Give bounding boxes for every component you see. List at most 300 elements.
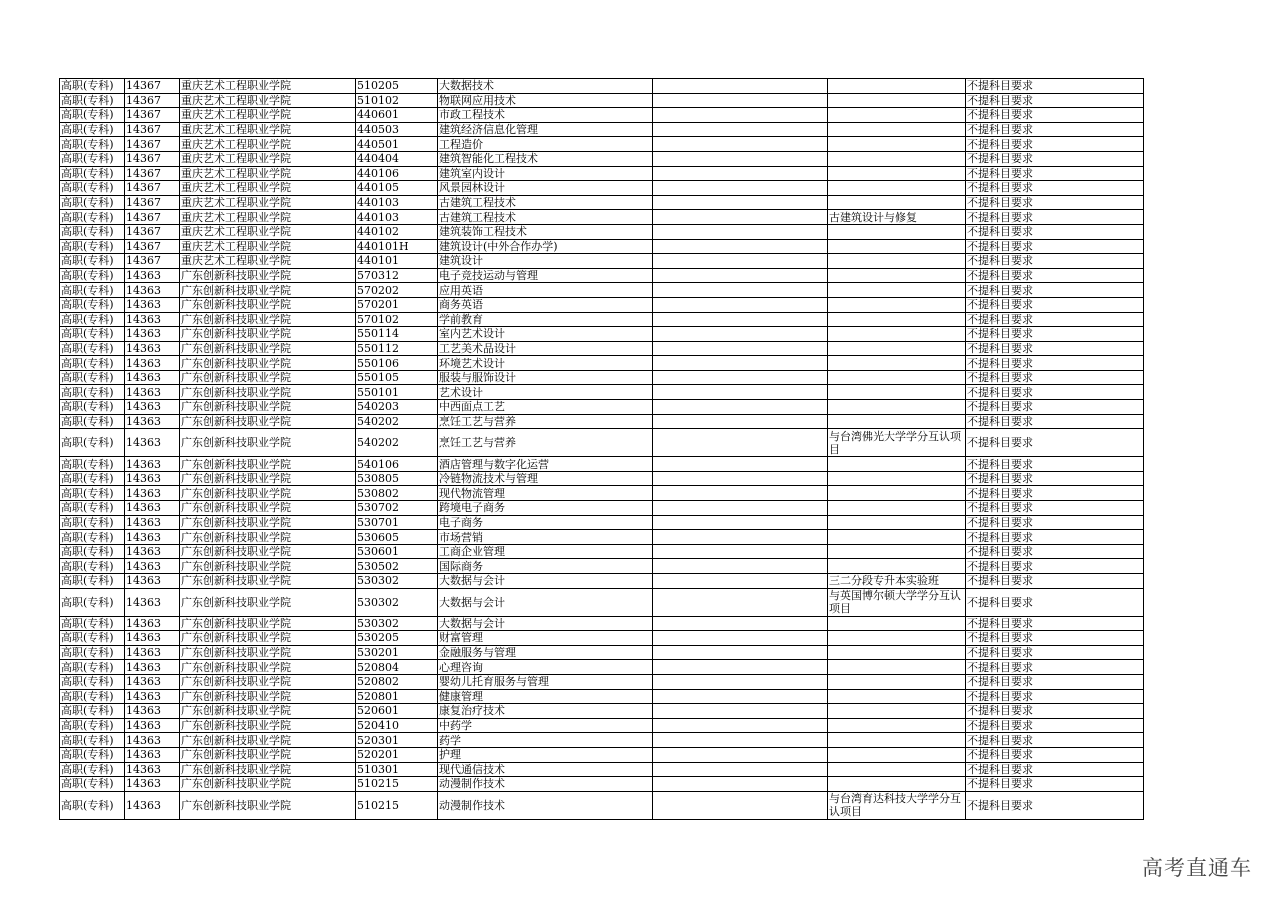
table-row xyxy=(60,414,1144,429)
note-cell xyxy=(653,414,828,429)
major-name-cell: 康复治疗技术 xyxy=(438,704,653,719)
major-code-cell: 520201 xyxy=(356,747,438,762)
school-code-cell: 14367 xyxy=(125,93,180,108)
subject-requirement-cell: 不提科目要求 xyxy=(966,762,1144,777)
school-name-cell: 广东创新科技职业学院 xyxy=(180,457,356,472)
school-name-cell: 广东创新科技职业学院 xyxy=(180,327,356,342)
school-name-cell: 广东创新科技职业学院 xyxy=(180,733,356,748)
note-cell xyxy=(653,93,828,108)
note-cell xyxy=(653,137,828,152)
major-name-cell: 工商企业管理 xyxy=(438,544,653,559)
level-cell: 高职(专科) xyxy=(60,210,125,225)
school-code-cell: 14367 xyxy=(125,210,180,225)
remark-cell: 与台湾育达科技大学学分互认项目 xyxy=(828,791,966,819)
level-cell: 高职(专科) xyxy=(60,762,125,777)
major-code-cell: 520301 xyxy=(356,733,438,748)
major-name-cell: 心理咨询 xyxy=(438,660,653,675)
note-cell xyxy=(653,297,828,312)
remark-cell xyxy=(828,471,966,486)
school-name-cell: 广东创新科技职业学院 xyxy=(180,471,356,486)
school-code-cell: 14367 xyxy=(125,122,180,137)
major-code-cell: 530702 xyxy=(356,501,438,516)
table-row xyxy=(60,122,1144,137)
major-code-cell: 440103 xyxy=(356,195,438,210)
level-cell: 高职(专科) xyxy=(60,283,125,298)
subject-requirement-cell: 不提科目要求 xyxy=(966,341,1144,356)
note-cell xyxy=(653,747,828,762)
remark-cell xyxy=(828,297,966,312)
major-name-cell: 金融服务与管理 xyxy=(438,645,653,660)
subject-requirement-cell: 不提科目要求 xyxy=(966,674,1144,689)
subject-requirement-cell: 不提科目要求 xyxy=(966,645,1144,660)
remark-cell xyxy=(828,195,966,210)
school-code-cell: 14367 xyxy=(125,137,180,152)
table-row xyxy=(60,515,1144,530)
major-code-cell: 530701 xyxy=(356,515,438,530)
school-name-cell: 广东创新科技职业学院 xyxy=(180,268,356,283)
level-cell: 高职(专科) xyxy=(60,429,125,457)
remark-cell xyxy=(828,356,966,371)
table-row xyxy=(60,283,1144,298)
major-name-cell: 大数据与会计 xyxy=(438,574,653,589)
school-name-cell: 广东创新科技职业学院 xyxy=(180,718,356,733)
note-cell xyxy=(653,457,828,472)
school-name-cell: 广东创新科技职业学院 xyxy=(180,385,356,400)
table-row xyxy=(60,588,1144,616)
major-name-cell: 工艺美术品设计 xyxy=(438,341,653,356)
subject-requirement-cell: 不提科目要求 xyxy=(966,588,1144,616)
remark-cell xyxy=(828,239,966,254)
major-name-cell: 电子竞技运动与管理 xyxy=(438,268,653,283)
remark-cell xyxy=(828,544,966,559)
table-row xyxy=(60,457,1144,472)
major-code-cell: 530805 xyxy=(356,471,438,486)
note-cell xyxy=(653,312,828,327)
school-name-cell: 广东创新科技职业学院 xyxy=(180,762,356,777)
note-cell xyxy=(653,268,828,283)
major-name-cell: 建筑设计(中外合作办学) xyxy=(438,239,653,254)
level-cell: 高职(专科) xyxy=(60,356,125,371)
school-name-cell: 广东创新科技职业学院 xyxy=(180,559,356,574)
major-code-cell: 550106 xyxy=(356,356,438,371)
table-row xyxy=(60,341,1144,356)
remark-cell xyxy=(828,457,966,472)
school-code-cell: 14363 xyxy=(125,356,180,371)
note-cell xyxy=(653,181,828,196)
major-code-cell: 530302 xyxy=(356,574,438,589)
level-cell: 高职(专科) xyxy=(60,224,125,239)
table-row xyxy=(60,151,1144,166)
school-code-cell: 14363 xyxy=(125,631,180,646)
major-name-cell: 酒店管理与数字化运营 xyxy=(438,457,653,472)
major-name-cell: 古建筑工程技术 xyxy=(438,195,653,210)
level-cell: 高职(专科) xyxy=(60,689,125,704)
school-name-cell: 广东创新科技职业学院 xyxy=(180,544,356,559)
remark-cell xyxy=(828,733,966,748)
subject-requirement-cell: 不提科目要求 xyxy=(966,151,1144,166)
major-code-cell: 520410 xyxy=(356,718,438,733)
school-name-cell: 重庆艺术工程职业学院 xyxy=(180,79,356,94)
note-cell xyxy=(653,689,828,704)
major-code-cell: 530605 xyxy=(356,530,438,545)
major-code-cell: 510205 xyxy=(356,79,438,94)
remark-cell xyxy=(828,747,966,762)
remark-cell xyxy=(828,341,966,356)
level-cell: 高职(专科) xyxy=(60,574,125,589)
major-name-cell: 婴幼儿托育服务与管理 xyxy=(438,674,653,689)
level-cell: 高职(专科) xyxy=(60,515,125,530)
subject-requirement-cell: 不提科目要求 xyxy=(966,515,1144,530)
level-cell: 高职(专科) xyxy=(60,254,125,269)
subject-requirement-cell: 不提科目要求 xyxy=(966,166,1144,181)
major-name-cell: 健康管理 xyxy=(438,689,653,704)
subject-requirement-cell: 不提科目要求 xyxy=(966,689,1144,704)
major-name-cell: 电子商务 xyxy=(438,515,653,530)
remark-cell xyxy=(828,327,966,342)
subject-requirement-cell: 不提科目要求 xyxy=(966,400,1144,415)
table-body xyxy=(60,79,1144,820)
remark-cell xyxy=(828,674,966,689)
subject-requirement-cell: 不提科目要求 xyxy=(966,414,1144,429)
note-cell xyxy=(653,777,828,792)
major-name-cell: 中西面点工艺 xyxy=(438,400,653,415)
level-cell: 高职(专科) xyxy=(60,486,125,501)
subject-requirement-cell: 不提科目要求 xyxy=(966,297,1144,312)
note-cell xyxy=(653,400,828,415)
school-name-cell: 重庆艺术工程职业学院 xyxy=(180,181,356,196)
major-code-cell: 440102 xyxy=(356,224,438,239)
major-code-cell: 550101 xyxy=(356,385,438,400)
table-row xyxy=(60,400,1144,415)
level-cell: 高职(专科) xyxy=(60,733,125,748)
school-name-cell: 重庆艺术工程职业学院 xyxy=(180,210,356,225)
school-code-cell: 14363 xyxy=(125,616,180,631)
remark-cell xyxy=(828,151,966,166)
major-code-cell: 440601 xyxy=(356,108,438,123)
subject-requirement-cell: 不提科目要求 xyxy=(966,457,1144,472)
remark-cell xyxy=(828,559,966,574)
major-name-cell: 药学 xyxy=(438,733,653,748)
note-cell xyxy=(653,704,828,719)
school-name-cell: 重庆艺术工程职业学院 xyxy=(180,195,356,210)
subject-requirement-cell: 不提科目要求 xyxy=(966,530,1144,545)
major-name-cell: 建筑经济信息化管理 xyxy=(438,122,653,137)
table-row xyxy=(60,385,1144,400)
school-code-cell: 14363 xyxy=(125,718,180,733)
remark-cell xyxy=(828,122,966,137)
major-code-cell: 570201 xyxy=(356,297,438,312)
school-name-cell: 广东创新科技职业学院 xyxy=(180,689,356,704)
school-code-cell: 14363 xyxy=(125,733,180,748)
major-name-cell: 工程造价 xyxy=(438,137,653,152)
major-name-cell: 应用英语 xyxy=(438,283,653,298)
school-name-cell: 广东创新科技职业学院 xyxy=(180,660,356,675)
major-code-cell: 530201 xyxy=(356,645,438,660)
school-code-cell: 14363 xyxy=(125,704,180,719)
school-code-cell: 14363 xyxy=(125,327,180,342)
subject-requirement-cell: 不提科目要求 xyxy=(966,747,1144,762)
subject-requirement-cell: 不提科目要求 xyxy=(966,254,1144,269)
table-row xyxy=(60,631,1144,646)
major-name-cell: 冷链物流技术与管理 xyxy=(438,471,653,486)
major-name-cell: 服装与服饰设计 xyxy=(438,370,653,385)
major-code-cell: 520804 xyxy=(356,660,438,675)
subject-requirement-cell: 不提科目要求 xyxy=(966,777,1144,792)
major-name-cell: 大数据技术 xyxy=(438,79,653,94)
school-code-cell: 14363 xyxy=(125,544,180,559)
subject-requirement-cell: 不提科目要求 xyxy=(966,268,1144,283)
subject-requirement-cell: 不提科目要求 xyxy=(966,122,1144,137)
note-cell xyxy=(653,151,828,166)
major-code-cell: 440105 xyxy=(356,181,438,196)
note-cell xyxy=(653,530,828,545)
note-cell xyxy=(653,341,828,356)
school-name-cell: 重庆艺术工程职业学院 xyxy=(180,137,356,152)
level-cell: 高职(专科) xyxy=(60,108,125,123)
table-row xyxy=(60,660,1144,675)
school-code-cell: 14363 xyxy=(125,747,180,762)
remark-cell xyxy=(828,370,966,385)
level-cell: 高职(专科) xyxy=(60,151,125,166)
note-cell xyxy=(653,239,828,254)
school-name-cell: 重庆艺术工程职业学院 xyxy=(180,108,356,123)
remark-cell xyxy=(828,224,966,239)
table-row xyxy=(60,210,1144,225)
school-code-cell: 14363 xyxy=(125,559,180,574)
major-name-cell: 室内艺术设计 xyxy=(438,327,653,342)
level-cell: 高职(专科) xyxy=(60,181,125,196)
table-row xyxy=(60,93,1144,108)
major-name-cell: 环境艺术设计 xyxy=(438,356,653,371)
school-code-cell: 14363 xyxy=(125,486,180,501)
school-name-cell: 重庆艺术工程职业学院 xyxy=(180,151,356,166)
note-cell xyxy=(653,122,828,137)
major-name-cell: 建筑室内设计 xyxy=(438,166,653,181)
subject-requirement-cell: 不提科目要求 xyxy=(966,356,1144,371)
remark-cell xyxy=(828,777,966,792)
subject-requirement-cell: 不提科目要求 xyxy=(966,704,1144,719)
level-cell: 高职(专科) xyxy=(60,93,125,108)
subject-requirement-cell: 不提科目要求 xyxy=(966,544,1144,559)
subject-requirement-cell: 不提科目要求 xyxy=(966,733,1144,748)
level-cell: 高职(专科) xyxy=(60,268,125,283)
school-name-cell: 广东创新科技职业学院 xyxy=(180,515,356,530)
table-row xyxy=(60,224,1144,239)
remark-cell xyxy=(828,137,966,152)
school-code-cell: 14363 xyxy=(125,370,180,385)
school-name-cell: 广东创新科技职业学院 xyxy=(180,429,356,457)
level-cell: 高职(专科) xyxy=(60,530,125,545)
major-code-cell: 540106 xyxy=(356,457,438,472)
major-name-cell: 护理 xyxy=(438,747,653,762)
note-cell xyxy=(653,674,828,689)
remark-cell: 三二分段专升本实验班 xyxy=(828,574,966,589)
school-name-cell: 重庆艺术工程职业学院 xyxy=(180,239,356,254)
level-cell: 高职(专科) xyxy=(60,297,125,312)
note-cell xyxy=(653,486,828,501)
level-cell: 高职(专科) xyxy=(60,791,125,819)
school-code-cell: 14363 xyxy=(125,501,180,516)
table-row xyxy=(60,559,1144,574)
major-name-cell: 烹饪工艺与营养 xyxy=(438,414,653,429)
level-cell: 高职(专科) xyxy=(60,327,125,342)
table-row xyxy=(60,166,1144,181)
major-code-cell: 570312 xyxy=(356,268,438,283)
major-name-cell: 中药学 xyxy=(438,718,653,733)
table-row xyxy=(60,486,1144,501)
note-cell xyxy=(653,166,828,181)
school-name-cell: 广东创新科技职业学院 xyxy=(180,400,356,415)
major-code-cell: 440101 xyxy=(356,254,438,269)
school-name-cell: 广东创新科技职业学院 xyxy=(180,791,356,819)
table-row xyxy=(60,530,1144,545)
remark-cell xyxy=(828,704,966,719)
subject-requirement-cell: 不提科目要求 xyxy=(966,327,1144,342)
major-code-cell: 570102 xyxy=(356,312,438,327)
school-name-cell: 重庆艺术工程职业学院 xyxy=(180,122,356,137)
major-name-cell: 烹饪工艺与营养 xyxy=(438,429,653,457)
major-code-cell: 530205 xyxy=(356,631,438,646)
major-code-cell: 550112 xyxy=(356,341,438,356)
school-code-cell: 14363 xyxy=(125,645,180,660)
subject-requirement-cell: 不提科目要求 xyxy=(966,79,1144,94)
major-code-cell: 550105 xyxy=(356,370,438,385)
table-row xyxy=(60,79,1144,94)
level-cell: 高职(专科) xyxy=(60,370,125,385)
major-name-cell: 物联网应用技术 xyxy=(438,93,653,108)
school-code-cell: 14363 xyxy=(125,515,180,530)
table-row xyxy=(60,356,1144,371)
school-name-cell: 重庆艺术工程职业学院 xyxy=(180,166,356,181)
subject-requirement-cell: 不提科目要求 xyxy=(966,616,1144,631)
school-code-cell: 14363 xyxy=(125,762,180,777)
major-code-cell: 530802 xyxy=(356,486,438,501)
level-cell: 高职(专科) xyxy=(60,704,125,719)
major-name-cell: 国际商务 xyxy=(438,559,653,574)
remark-cell xyxy=(828,400,966,415)
major-code-cell: 440503 xyxy=(356,122,438,137)
school-name-cell: 广东创新科技职业学院 xyxy=(180,616,356,631)
school-name-cell: 广东创新科技职业学院 xyxy=(180,283,356,298)
major-code-cell: 530502 xyxy=(356,559,438,574)
school-name-cell: 重庆艺术工程职业学院 xyxy=(180,93,356,108)
major-code-cell: 440501 xyxy=(356,137,438,152)
table-row xyxy=(60,501,1144,516)
subject-requirement-cell: 不提科目要求 xyxy=(966,239,1144,254)
school-code-cell: 14363 xyxy=(125,414,180,429)
table-row xyxy=(60,544,1144,559)
subject-requirement-cell: 不提科目要求 xyxy=(966,559,1144,574)
note-cell xyxy=(653,544,828,559)
major-code-cell: 510215 xyxy=(356,777,438,792)
remark-cell: 与台湾佛光大学学分互认项目 xyxy=(828,429,966,457)
table-row xyxy=(60,268,1144,283)
table-row xyxy=(60,616,1144,631)
school-code-cell: 14363 xyxy=(125,791,180,819)
table-row xyxy=(60,370,1144,385)
table-row xyxy=(60,574,1144,589)
school-code-cell: 14363 xyxy=(125,457,180,472)
note-cell xyxy=(653,762,828,777)
note-cell xyxy=(653,559,828,574)
school-name-cell: 广东创新科技职业学院 xyxy=(180,588,356,616)
level-cell: 高职(专科) xyxy=(60,501,125,516)
major-code-cell: 510301 xyxy=(356,762,438,777)
level-cell: 高职(专科) xyxy=(60,544,125,559)
major-code-cell: 520801 xyxy=(356,689,438,704)
table-row xyxy=(60,791,1144,819)
level-cell: 高职(专科) xyxy=(60,471,125,486)
remark-cell xyxy=(828,181,966,196)
remark-cell xyxy=(828,616,966,631)
note-cell xyxy=(653,515,828,530)
school-name-cell: 广东创新科技职业学院 xyxy=(180,574,356,589)
school-name-cell: 重庆艺术工程职业学院 xyxy=(180,224,356,239)
major-name-cell: 古建筑工程技术 xyxy=(438,210,653,225)
subject-requirement-cell: 不提科目要求 xyxy=(966,224,1144,239)
major-name-cell: 建筑智能化工程技术 xyxy=(438,151,653,166)
remark-cell xyxy=(828,414,966,429)
table-row xyxy=(60,429,1144,457)
major-code-cell: 570202 xyxy=(356,283,438,298)
subject-requirement-cell: 不提科目要求 xyxy=(966,486,1144,501)
level-cell: 高职(专科) xyxy=(60,747,125,762)
remark-cell xyxy=(828,631,966,646)
note-cell xyxy=(653,210,828,225)
table-row xyxy=(60,181,1144,196)
note-cell xyxy=(653,224,828,239)
note-cell xyxy=(653,718,828,733)
remark-cell xyxy=(828,93,966,108)
school-code-cell: 14363 xyxy=(125,689,180,704)
subject-requirement-cell: 不提科目要求 xyxy=(966,137,1144,152)
note-cell xyxy=(653,631,828,646)
major-name-cell: 大数据与会计 xyxy=(438,588,653,616)
school-code-cell: 14363 xyxy=(125,574,180,589)
remark-cell xyxy=(828,515,966,530)
major-name-cell: 建筑装饰工程技术 xyxy=(438,224,653,239)
level-cell: 高职(专科) xyxy=(60,777,125,792)
remark-cell xyxy=(828,312,966,327)
school-code-cell: 14363 xyxy=(125,429,180,457)
note-cell xyxy=(653,791,828,819)
school-code-cell: 14367 xyxy=(125,239,180,254)
remark-cell xyxy=(828,530,966,545)
remark-cell xyxy=(828,283,966,298)
remark-cell xyxy=(828,762,966,777)
subject-requirement-cell: 不提科目要求 xyxy=(966,660,1144,675)
table-row xyxy=(60,297,1144,312)
remark-cell xyxy=(828,645,966,660)
subject-requirement-cell: 不提科目要求 xyxy=(966,791,1144,819)
school-name-cell: 广东创新科技职业学院 xyxy=(180,312,356,327)
major-name-cell: 学前教育 xyxy=(438,312,653,327)
remark-cell xyxy=(828,166,966,181)
remark-cell xyxy=(828,660,966,675)
level-cell: 高职(专科) xyxy=(60,195,125,210)
note-cell xyxy=(653,733,828,748)
school-name-cell: 广东创新科技职业学院 xyxy=(180,777,356,792)
table-row xyxy=(60,137,1144,152)
major-code-cell: 440404 xyxy=(356,151,438,166)
major-code-cell: 520601 xyxy=(356,704,438,719)
table-row xyxy=(60,645,1144,660)
school-code-cell: 14363 xyxy=(125,777,180,792)
school-name-cell: 广东创新科技职业学院 xyxy=(180,341,356,356)
school-name-cell: 广东创新科技职业学院 xyxy=(180,645,356,660)
major-code-cell: 510102 xyxy=(356,93,438,108)
table-row xyxy=(60,195,1144,210)
